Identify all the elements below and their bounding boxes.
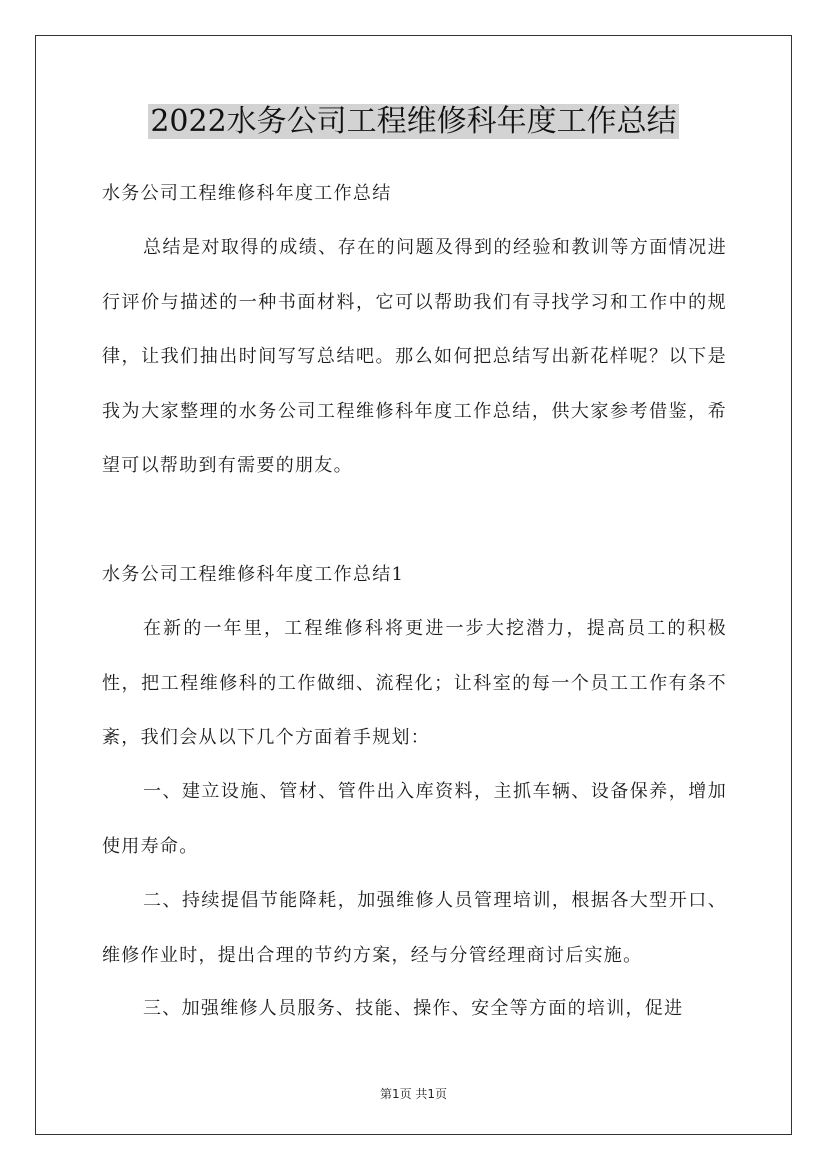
section1-paragraph-1: 在新的一年里，工程维修科将更进一步大挖潜力，提高员工的积极性，把工程维修科的工作做细、流程化；让科室的每一个员工工作有条不紊，我们会从以下几个方面着手规划： bbox=[102, 618, 727, 748]
intro-paragraph: 总结是对取得的成绩、存在的问题及得到的经验和教训等方面情况进行评价与描述的一种书面材料，它可以帮助我们有寻找学习和工作中的规律，让我们抽出时间写写总结吧。那么如何把总结写出新花样呢？以下是我为大家整理的水务公司工程维修科年度工作总结，供大家参考借鉴，希望可以帮助到有需要的朋友。 bbox=[102, 237, 727, 476]
document-subtitle: 水务公司工程维修科年度工作总结 bbox=[102, 183, 392, 204]
document-title bbox=[0, 101, 827, 143]
section1-heading: 水务公司工程维修科年度工作总结1 bbox=[102, 564, 405, 585]
section1-paragraph-2: 一、建立设施、管材、管件出入库资料，主抓车辆、设备保养，增加使用寿命。 bbox=[102, 781, 727, 857]
document-title-text: 2022水务公司工程维修科年度工作总结 bbox=[150, 104, 677, 139]
page-footer: 第1页 共1页 bbox=[379, 1087, 448, 1101]
section1-paragraph-4: 三、加强维修人员服务、技能、操作、安全等方面的培训，促进 bbox=[143, 998, 684, 1019]
section1-paragraph-3: 二、持续提倡节能降耗，加强维修人员管理培训，根据各大型开口、维修作业时，提出合理的节约方案，经与分管经理商讨后实施。 bbox=[102, 890, 727, 966]
